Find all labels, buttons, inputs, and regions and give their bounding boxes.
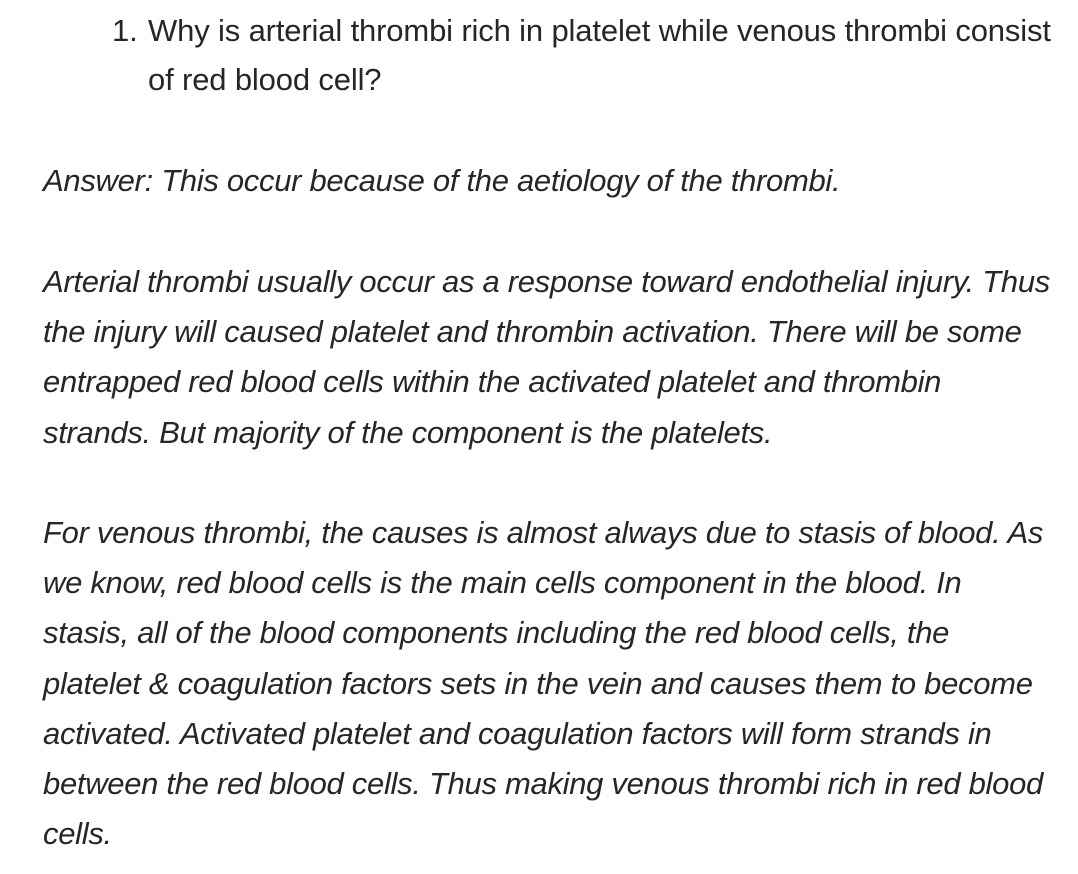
answer-intro: Answer: This occur because of the aetiology of the thrombi. xyxy=(43,163,841,198)
question-item xyxy=(112,6,1052,104)
answer-paragraph-venous: For venous thrombi, the causes is almost always due to stasis of blood. As we know, red blood cells is the main cells component in the blood. In stasis, all of the blood components including the red blood cells, the platelet & coagulation factors sets in the vein and causes them to become activated. Activated platelet and coagulation factors will form strands in between the red blood cells. Thus making venous thrombi rich in red blood cells. xyxy=(43,515,1044,852)
question-text: Why is arterial thrombi rich in platelet while venous thrombi consist of red blood cell? xyxy=(148,13,1051,97)
answer-paragraph-arterial: Arterial thrombi usually occur as a response toward endothelial injury. Thus the injury will caused platelet and thrombin activation. There will be some entrapped red blood cells within the activated platelet and thrombin strands. But majority of the component is the platelets. xyxy=(43,264,1051,450)
question-number: 1. xyxy=(112,13,138,48)
